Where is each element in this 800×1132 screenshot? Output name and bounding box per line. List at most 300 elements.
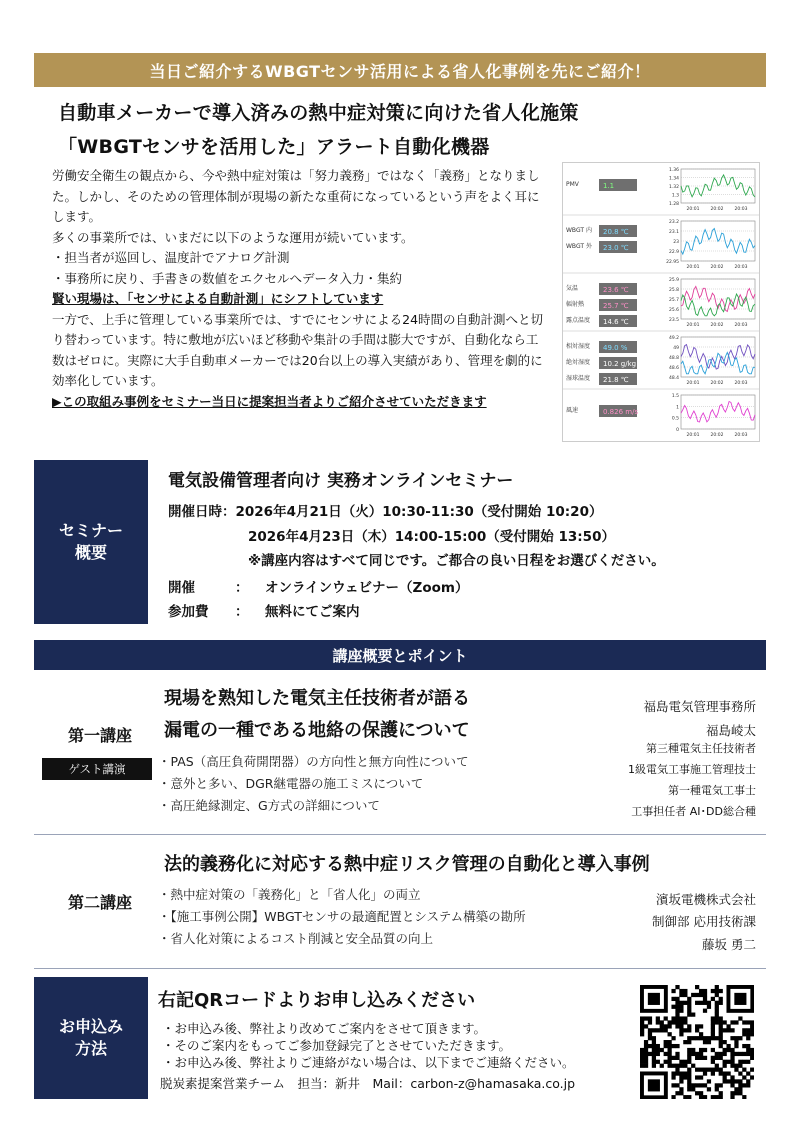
qr-module xyxy=(750,1032,754,1036)
qr-module xyxy=(695,1052,699,1056)
qr-module xyxy=(644,1064,648,1068)
qr-module xyxy=(750,1028,754,1032)
qr-module xyxy=(711,1036,715,1040)
qr-module xyxy=(703,1040,707,1044)
qr-module xyxy=(738,1060,742,1064)
qr-module xyxy=(699,989,703,993)
qr-module xyxy=(703,993,707,997)
qr-module xyxy=(664,1016,668,1020)
qr-module xyxy=(668,1052,672,1056)
qr-module xyxy=(691,1083,695,1087)
sensor-label: 露点温度 xyxy=(566,317,591,324)
qr-module xyxy=(746,1020,750,1024)
sensor-value: 20.8 ℃ xyxy=(603,228,629,236)
lecture1-speaker-quals xyxy=(628,738,756,822)
lecture2-speaker-dept: 制御部 応用技術課 xyxy=(652,914,756,929)
seminar-note: ※講座内容はすべて同じです。ご都合の良い日程をお選びください。 xyxy=(248,553,665,569)
qr-module xyxy=(715,985,719,989)
qr-module xyxy=(707,1005,711,1009)
list-item: ・高圧絶縁測定、G方式の詳細について xyxy=(158,798,380,813)
qr-module xyxy=(742,1052,746,1056)
qr-module xyxy=(711,1060,715,1064)
section-bar-lecture-overview: 講座概要とポイント xyxy=(34,640,766,670)
qr-module xyxy=(687,1095,691,1099)
qr-module xyxy=(719,1036,723,1040)
qr-module xyxy=(687,1068,691,1072)
qr-module xyxy=(644,1016,648,1020)
list-item: ・省人化対策によるコスト削減と安全品質の向上 xyxy=(158,931,434,946)
qr-module xyxy=(746,1071,750,1075)
qr-module xyxy=(730,1020,734,1024)
qr-module xyxy=(668,1048,672,1052)
qr-module xyxy=(699,1001,703,1005)
qr-module xyxy=(738,1016,742,1020)
qr-module xyxy=(711,1028,715,1032)
qr-module xyxy=(711,989,715,993)
sensor-label: 気温 xyxy=(566,285,579,292)
qr-module xyxy=(711,1048,715,1052)
qr-module xyxy=(683,1020,687,1024)
tick-label: 49.2 xyxy=(668,336,679,341)
seminar-fee-value: 無料にてご案内 xyxy=(265,604,360,620)
qr-module xyxy=(652,1056,656,1060)
qr-module xyxy=(664,1044,668,1048)
qr-module xyxy=(683,1060,687,1064)
intro-paragraph: 労働安全衛生の観点から、今や熱中症対策は「努力義務」ではなく「義務」となりました。しかし、そのための管理体制が現場の新たな重荷になっているという声をよく耳にします。 xyxy=(52,168,540,224)
qr-module xyxy=(656,1048,660,1052)
qr-module xyxy=(719,1001,723,1005)
qr-module xyxy=(675,1016,679,1020)
sensor-monitor-graphs xyxy=(563,163,759,441)
qr-module xyxy=(746,1083,750,1087)
tick-label: 23.1 xyxy=(668,230,679,235)
qr-module xyxy=(719,997,723,1001)
qr-module xyxy=(750,1052,754,1056)
qr-module xyxy=(695,1036,699,1040)
qr-module xyxy=(683,1016,687,1020)
qr-module xyxy=(675,1056,679,1060)
qr-module xyxy=(699,1091,703,1095)
qr-module xyxy=(723,1040,727,1044)
qr-module xyxy=(675,1020,679,1024)
qr-module xyxy=(742,1068,746,1072)
qr-module xyxy=(734,1064,738,1068)
qr-module xyxy=(671,1036,675,1040)
qr-module xyxy=(719,1032,723,1036)
headline-line1: 自動車メーカーで導入済みの熱中症対策に向けた省人化施策 xyxy=(58,102,579,124)
qr-module xyxy=(660,1020,664,1024)
qr-module xyxy=(664,1028,668,1032)
tick-label: 48.8 xyxy=(668,356,679,361)
qr-module xyxy=(699,1052,703,1056)
qr-module xyxy=(723,1052,727,1056)
qr-module xyxy=(715,1068,719,1072)
qr-module xyxy=(730,1075,734,1079)
qr-module xyxy=(715,1020,719,1024)
qr-module xyxy=(734,1052,738,1056)
qr-module xyxy=(738,1083,742,1087)
speaker-qualification: 1級電気工事施工管理技士 xyxy=(628,763,756,776)
qr-module xyxy=(711,997,715,1001)
qr-module xyxy=(644,1040,648,1044)
qr-module xyxy=(707,1079,711,1083)
qr-module xyxy=(723,1028,727,1032)
qr-module xyxy=(715,1009,719,1013)
sensor-value: 23.6 ℃ xyxy=(603,286,629,294)
qr-module xyxy=(687,1009,691,1013)
qr-module xyxy=(652,1060,656,1064)
qr-module xyxy=(695,1083,699,1087)
qr-module xyxy=(699,1032,703,1036)
apply-contact: 脱炭素提案営業チーム 担当：新井 Mail：carbon-z@hamasaka.co.jp xyxy=(160,1076,576,1091)
qr-module xyxy=(703,989,707,993)
qr-module xyxy=(742,1032,746,1036)
qr-module xyxy=(640,1056,644,1060)
qr-module xyxy=(742,1060,746,1064)
qr-module xyxy=(687,1083,691,1087)
lecture2-title: 法的義務化に対応する熱中症リスク管理の自動化と導入事例 xyxy=(164,854,650,875)
qr-module xyxy=(719,1091,723,1095)
date-label: 20:02 xyxy=(710,207,724,212)
divider xyxy=(34,968,766,969)
qr-module xyxy=(738,1079,742,1083)
qr-module xyxy=(707,1087,711,1091)
qr-module xyxy=(730,1083,734,1087)
lecture1-title-line1: 現場を熟知した電気主任技術者が語る xyxy=(164,688,470,709)
list-item: ・そのご案内をもってご参加登録完了とさせていただきます。 xyxy=(162,1038,512,1053)
lecture1-title-line2: 漏電の一種である地絡の保護について xyxy=(164,720,470,741)
date-label: 20:01 xyxy=(686,207,700,212)
sensor-value: 10.2 g/kg xyxy=(603,360,637,368)
intro-bullet: ・事務所に戻り、手書きの数値をエクセルへデータ入力・集約 xyxy=(52,270,403,286)
qr-module xyxy=(703,1068,707,1072)
qr-module xyxy=(691,1013,695,1017)
qr-module xyxy=(671,1056,675,1060)
qr-module xyxy=(640,1064,644,1068)
qr-module xyxy=(711,1071,715,1075)
qr-module xyxy=(699,1083,703,1087)
qr-module xyxy=(734,1044,738,1048)
tick-label: 1.5 xyxy=(671,394,679,399)
qr-module xyxy=(742,1095,746,1099)
qr-module xyxy=(652,1036,656,1040)
qr-module xyxy=(719,1052,723,1056)
qr-module xyxy=(675,1009,679,1013)
qr-module xyxy=(648,1044,652,1048)
sensor-label: 湿球温度 xyxy=(566,375,591,382)
sensor-label: 風速 xyxy=(566,407,579,414)
qr-module xyxy=(687,1001,691,1005)
qr-module xyxy=(648,1028,652,1032)
sensor-value: 14.6 ℃ xyxy=(603,318,629,326)
qr-module xyxy=(640,1060,644,1064)
tick-label: 48.6 xyxy=(668,366,679,371)
qr-module xyxy=(723,1060,727,1064)
speaker-qualification: 第三種電気主任技術者 xyxy=(646,742,756,755)
qr-module xyxy=(723,1075,727,1079)
qr-module xyxy=(691,1036,695,1040)
qr-module xyxy=(687,1060,691,1064)
qr-module xyxy=(730,1064,734,1068)
qr-module xyxy=(668,1044,672,1048)
qr-module xyxy=(671,1044,675,1048)
lecture1-speaker-name: 福島崚太 xyxy=(705,723,756,738)
qr-module xyxy=(687,1075,691,1079)
qr-module xyxy=(707,1040,711,1044)
lecture1-speaker-org: 福島電気管理事務所 xyxy=(643,699,756,714)
qr-module xyxy=(746,1036,750,1040)
list-item: ・熱中症対策の「義務化」と「省人化」の両立 xyxy=(158,887,421,902)
qr-module xyxy=(750,1048,754,1052)
lecture1-label: 第一講座 xyxy=(67,726,132,745)
qr-module xyxy=(711,1095,715,1099)
qr-module xyxy=(675,1024,679,1028)
tick-label: 23.5 xyxy=(668,318,679,323)
qr-module xyxy=(675,1013,679,1017)
qr-finder xyxy=(648,1079,660,1091)
qr-module xyxy=(668,1040,672,1044)
qr-module xyxy=(640,1048,644,1052)
date-label: 20:03 xyxy=(734,433,748,438)
qr-module xyxy=(730,1048,734,1052)
qr-module xyxy=(707,1036,711,1040)
tick-label: 25.7 xyxy=(668,298,679,303)
sensor-value: 1.1 xyxy=(603,182,615,190)
qr-module xyxy=(730,1052,734,1056)
qr-module xyxy=(687,1024,691,1028)
lecture1-bullets xyxy=(158,751,468,817)
intro-bullet: ・担当者が巡回し、温度計でアナログ計測 xyxy=(52,250,290,265)
qr-module xyxy=(715,1036,719,1040)
qr-module xyxy=(699,1024,703,1028)
qr-code[interactable] xyxy=(640,985,754,1099)
qr-module xyxy=(734,1036,738,1040)
qr-module xyxy=(734,1020,738,1024)
seminar-host-colon: ： xyxy=(235,580,249,596)
qr-module xyxy=(687,1028,691,1032)
qr-module xyxy=(695,1068,699,1072)
qr-module xyxy=(660,1028,664,1032)
seminar-box-line: セミナー xyxy=(58,521,123,540)
qr-module xyxy=(691,1048,695,1052)
qr-module xyxy=(683,1040,687,1044)
tick-label: 25.9 xyxy=(668,278,679,283)
sensor-value: 25.7 ℃ xyxy=(603,302,629,310)
qr-module xyxy=(730,1028,734,1032)
qr-module xyxy=(730,1095,734,1099)
qr-module xyxy=(746,1044,750,1048)
tick-label: 48.4 xyxy=(668,376,679,381)
qr-module xyxy=(683,1075,687,1079)
date-label: 20:03 xyxy=(734,265,748,270)
qr-module xyxy=(671,989,675,993)
qr-module xyxy=(730,1036,734,1040)
qr-module xyxy=(726,1044,730,1048)
qr-module xyxy=(695,1075,699,1079)
qr-module xyxy=(644,1048,648,1052)
qr-module xyxy=(691,1052,695,1056)
qr-module xyxy=(683,1095,687,1099)
qr-module xyxy=(707,1068,711,1072)
qr-module xyxy=(671,1005,675,1009)
qr-module xyxy=(715,993,719,997)
qr-module xyxy=(734,1087,738,1091)
qr-module xyxy=(656,1044,660,1048)
tick-label: 1.28 xyxy=(668,202,679,207)
qr-module xyxy=(742,1028,746,1032)
qr-module xyxy=(715,1005,719,1009)
qr-module xyxy=(660,1048,664,1052)
qr-module xyxy=(675,1083,679,1087)
qr-module xyxy=(750,1020,754,1024)
tick-label: 22.9 xyxy=(668,250,679,255)
qr-module xyxy=(660,1024,664,1028)
qr-module xyxy=(695,993,699,997)
qr-module xyxy=(711,1056,715,1060)
list-item: ・PAS（高圧負荷開閉器）の方向性と無方向性について xyxy=(158,754,469,769)
seminar-fee-label: 参加費 xyxy=(168,604,209,620)
qr-module xyxy=(726,1060,730,1064)
tick-label: 23 xyxy=(673,240,679,245)
qr-module xyxy=(648,1036,652,1040)
qr-module xyxy=(679,1001,683,1005)
qr-module xyxy=(687,997,691,1001)
qr-module xyxy=(699,1036,703,1040)
qr-module xyxy=(742,1020,746,1024)
intro-paragraph: 一方で、上手に管理している事業所では、すでにセンサによる24時間の自動計測へと切り替わっています。特に敷地が広いほど移動や集計の手間は膨大ですが、自動化なら工数はゼロに。実際に大手自動車メーカーでは20台以上の導入実績があり、管理を劇的に効率化しています。 xyxy=(52,311,544,388)
qr-module xyxy=(640,1052,644,1056)
qr-module xyxy=(719,1056,723,1060)
qr-module xyxy=(687,1048,691,1052)
qr-module xyxy=(668,1020,672,1024)
qr-module xyxy=(703,1001,707,1005)
qr-module xyxy=(656,1020,660,1024)
qr-module xyxy=(683,1001,687,1005)
tick-label: 1.32 xyxy=(668,185,679,190)
qr-module xyxy=(671,997,675,1001)
intro-text xyxy=(52,166,550,412)
qr-code-graphic xyxy=(640,985,754,1099)
qr-module xyxy=(738,1064,742,1068)
qr-module xyxy=(671,1016,675,1020)
qr-module xyxy=(719,1044,723,1048)
qr-module xyxy=(668,1064,672,1068)
qr-module xyxy=(695,1028,699,1032)
qr-module xyxy=(742,1083,746,1087)
qr-module xyxy=(675,1064,679,1068)
qr-module xyxy=(668,1024,672,1028)
qr-module xyxy=(679,1020,683,1024)
qr-module xyxy=(675,1005,679,1009)
sensor-value: 23.0 ℃ xyxy=(603,244,629,252)
date-label: 20:03 xyxy=(734,207,748,212)
list-item: ・お申込み後、弊社より改めてご案内をさせて頂きます。 xyxy=(162,1021,487,1036)
qr-module xyxy=(719,1083,723,1087)
apply-title: 右記QRコードよりお申し込みください xyxy=(158,990,476,1011)
qr-module xyxy=(746,1028,750,1032)
qr-module xyxy=(719,1068,723,1072)
qr-module xyxy=(644,1060,648,1064)
speaker-qualification: 第一種電気工事士 xyxy=(668,784,756,797)
qr-module xyxy=(687,1052,691,1056)
tick-label: 49 xyxy=(673,346,679,351)
qr-module xyxy=(687,1079,691,1083)
qr-module xyxy=(644,1052,648,1056)
qr-module xyxy=(746,1060,750,1064)
tick-label: 25.6 xyxy=(668,308,679,313)
seminar-date-1: 開催日時：2026年4月21日（火）10:30-11:30（受付開始 10:20） xyxy=(168,504,603,520)
tick-label: 0.5 xyxy=(671,416,679,422)
qr-module xyxy=(668,1056,672,1060)
tick-label: 22.95 xyxy=(666,260,679,265)
qr-module xyxy=(675,1052,679,1056)
qr-module xyxy=(644,1044,648,1048)
sensor-label: 輻射熱 xyxy=(566,301,585,308)
qr-module xyxy=(726,1071,730,1075)
qr-module xyxy=(664,1040,668,1044)
apply-box-line: 方法 xyxy=(74,1039,107,1058)
qr-finder xyxy=(648,993,660,1005)
list-item: ・お申込み後、弊社よりご連絡がない場合は、以下までご連絡ください。 xyxy=(162,1055,575,1070)
qr-module xyxy=(679,1075,683,1079)
qr-module xyxy=(675,1091,679,1095)
qr-module xyxy=(671,1020,675,1024)
qr-module xyxy=(703,1083,707,1087)
sensor-value: 0.826 m/s xyxy=(603,408,639,416)
qr-module xyxy=(738,1052,742,1056)
qr-module xyxy=(742,1075,746,1079)
qr-module xyxy=(699,993,703,997)
qr-module xyxy=(668,1032,672,1036)
qr-module xyxy=(687,1013,691,1017)
qr-module xyxy=(679,1028,683,1032)
qr-module xyxy=(750,1056,754,1060)
seminar-title: 電気設備管理者向け 実務オンラインセミナー xyxy=(168,471,514,491)
qr-module xyxy=(675,1068,679,1072)
qr-module xyxy=(715,1056,719,1060)
apply-box-line: お申込み xyxy=(58,1017,123,1036)
sensor-label: WBGT 外 xyxy=(566,243,592,250)
date-label: 20:02 xyxy=(710,323,724,328)
qr-module xyxy=(734,1068,738,1072)
qr-module xyxy=(683,989,687,993)
qr-module xyxy=(679,1060,683,1064)
qr-module xyxy=(723,1079,727,1083)
qr-module xyxy=(746,1048,750,1052)
qr-module xyxy=(648,1020,652,1024)
qr-module xyxy=(730,1056,734,1060)
qr-module xyxy=(648,1032,652,1036)
seminar-fee-colon: ： xyxy=(235,604,249,620)
qr-module xyxy=(715,1016,719,1020)
qr-module xyxy=(671,1075,675,1079)
apply-notes xyxy=(162,1020,575,1071)
qr-module xyxy=(671,1083,675,1087)
qr-module xyxy=(640,1028,644,1032)
qr-module xyxy=(703,997,707,1001)
qr-module xyxy=(738,1036,742,1040)
qr-module xyxy=(726,1024,730,1028)
intro-emphasis: 賢い現場は、「センサによる自動計測」にシフトしています xyxy=(52,291,384,306)
qr-module xyxy=(711,1020,715,1024)
guest-lecture-badge: ゲスト講演 xyxy=(42,758,152,780)
qr-module xyxy=(726,1079,730,1083)
qr-module xyxy=(715,1064,719,1068)
qr-module xyxy=(679,1064,683,1068)
qr-module xyxy=(711,1032,715,1036)
lecture2-speaker-name: 藤坂 勇二 xyxy=(702,937,756,952)
qr-module xyxy=(695,1024,699,1028)
